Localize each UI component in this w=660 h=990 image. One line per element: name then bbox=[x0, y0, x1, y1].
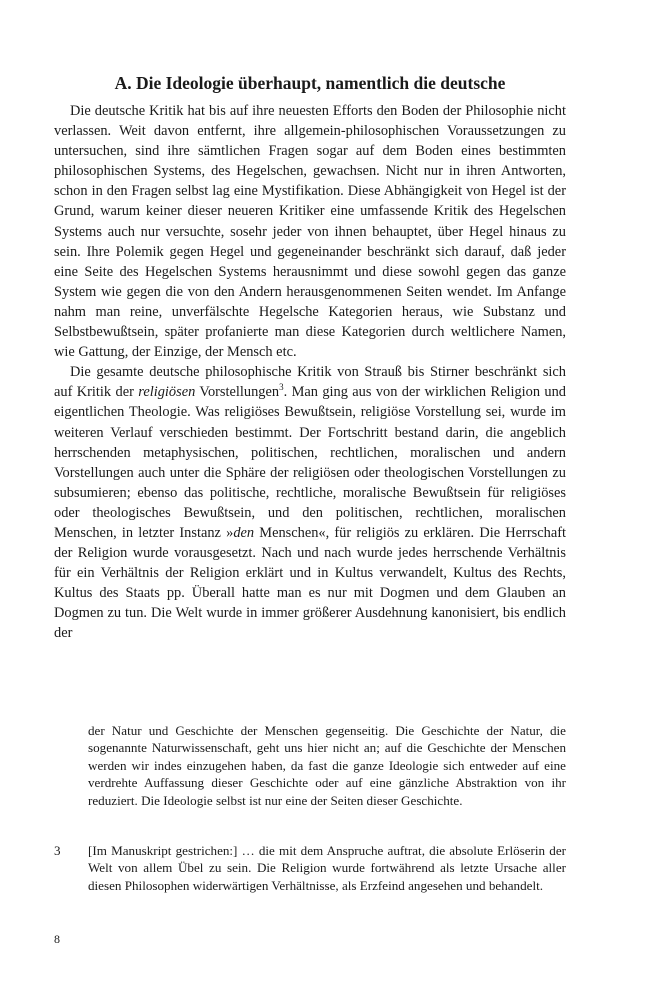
paragraph-2-part-2: Vorstellungen bbox=[195, 384, 280, 401]
paragraph-2-part-4: Menschen«, für religiös zu erklären. Die Herrschaft der Religion wurde vorausgesetzt. Nach und nach wurde jedes herrschende Verhältnis für ein Verhältnis der Religion erklärt und in Kultus verwandelt, Kultus des Rechts, Kultus des Staats pp. Überall hatte man es nur mit Dogmen und dem Glauben an Dogmen zu tun. Die Welt wurde in immer größerer Ausdehnung kanonisiert, bis endlich der bbox=[54, 524, 566, 642]
footnote-3 bbox=[54, 842, 566, 894]
emphasis-den: den bbox=[233, 524, 255, 541]
footnote-text: [Im Manuskript gestrichen:] … die mit dem Anspruche auftrat, die absolute Erlöserin der Welt von allem Übel zu sein. Die Religion wurde fortwährend als letzte Ursache aller diesen Philosophen widerwärtigen Verhältnisse, als Erzfeind angesehen und behandelt. bbox=[88, 843, 566, 893]
footnote-number: 3 bbox=[54, 843, 61, 858]
paragraph-1: Die deutsche Kritik hat bis auf ihre neuesten Efforts den Boden der Philosophie nicht verlassen. Weit davon entfernt, ihre allgemein-philosophischen Voraussetzungen zu untersuchen, sind ihre sämtlichen Fragen sogar auf dem Boden eines bestimmten philosophischen Systems, des Hegelschen, gewachsen. Nicht nur in ihren Antworten, schon in den Fragen selbst lag eine Mystifikation. Diese Abhängigkeit von Hegel ist der Grund, warum keiner dieser neueren Kritiker eine umfassende Kritik des Hegelschen Systems auch nur versuchte, sosehr jeder von ihnen behauptet, über Hegel hinaus zu sein. Ihre Polemik gegen Hegel und gegeneinander beschränkt sich darauf, daß jeder eine Seite des Hegelschen Systems herausnimmt und diese sowohl gegen das ganze System wie gegen die von den Andern herausgenommenen Seiten wendet. Im Anfange nahm man reine, unverfälschte Hegelsche Kategorien heraus, wie Substanz und Selbstbewußtsein, später profanierte man diese Kategorien durch weltlichere Namen, wie Gattung, der Einzige, der Mensch etc. bbox=[54, 103, 566, 361]
paragraph-2 bbox=[54, 362, 566, 643]
paragraph-2-part-1: Die gesamte deutsche philosophische Kritik von Strauß bis Stirner beschränkt sich auf Kritik der bbox=[54, 364, 566, 401]
emphasis-religioesen: religiösen bbox=[138, 384, 196, 401]
paragraph-2-part-3: . Man ging aus von der wirklichen Religion und eigentlichen Theologie. Was religiöses Bewußtsein, religiöse Vorstellung sei, wurde im weiteren Verlauf verschieden bestimmt. Der Fortschritt bestand darin, die angeblich herrschenden metaphysischen, politischen, rechtlichen, moralischen und andern Vorstellungen auch unter die Sphäre der religiösen oder theologischen Vorstellungen zu subsumieren; ebenso das politische, rechtliche, moralische Bewußtsein für religiöses oder theologisches Bewußtsein, und den politischen, rechtlichen, moralischen Menschen, in letzter Instanz » bbox=[54, 384, 566, 541]
main-text bbox=[54, 101, 566, 644]
book-page bbox=[54, 0, 566, 990]
section-heading: A. Die Ideologie überhaupt, namentlich die deutsche bbox=[114, 73, 506, 93]
footnote-continuation: der Natur und Geschichte der Menschen gegenseitig. Die Geschichte der Natur, die sogenannte Naturwissenschaft, geht uns hier nicht an; auf die Geschichte der Menschen werden wir indes einzugehen haben, da fast die ganze Ideologie sich entweder auf eine verdrehte Auffassung dieser Geschichte oder auf eine gänzliche Abstraktion von ihr reduziert. Die Ideologie selbst ist nur eine der Seiten dieser Geschichte. bbox=[88, 723, 566, 808]
page-number: 8 bbox=[54, 932, 60, 946]
footnote-reference[interactable]: 3 bbox=[279, 382, 284, 393]
